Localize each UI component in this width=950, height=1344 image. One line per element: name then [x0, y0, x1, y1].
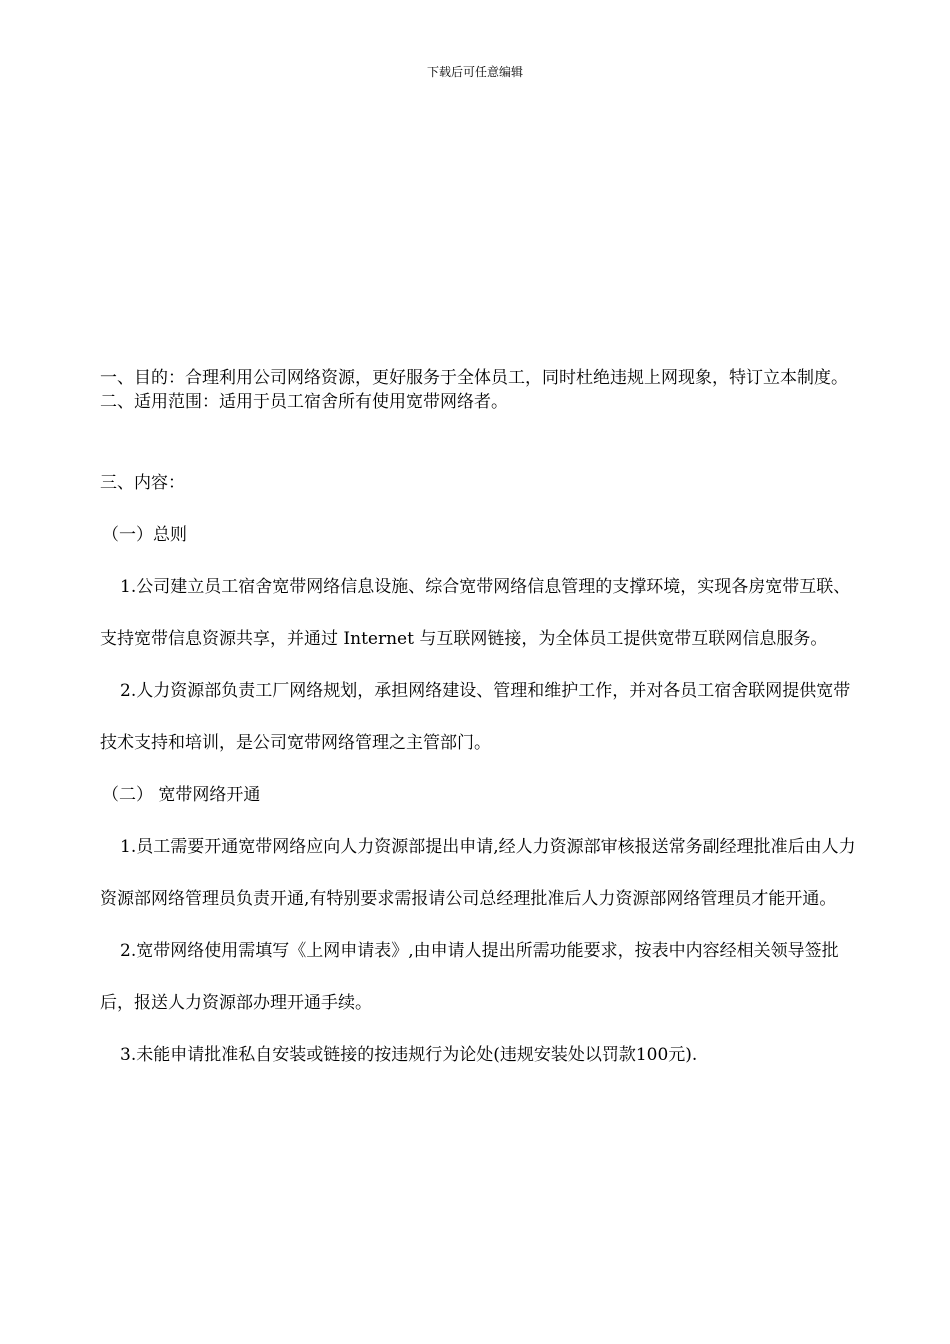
content-heading: 三、内容： — [100, 473, 185, 493]
broadband-item-2: 2.宽带网络使用需填写《上网申请表》,由申请人提出所需功能要求，按表中内容经相关领导签批后，报送人力资源部办理开通手续。 — [100, 941, 839, 1013]
broadband-item-1: 1.员工需要开通宽带网络应向人力资源部提出申请,经人力资源部审核报送常务副经理批准后由人力资源部网络管理员负责开通,有特别要求需报请公司总经理批准后人力资源部网络管理员才能开通。 — [100, 837, 856, 909]
general-item-1: 1.公司建立员工宿舍宽带网络信息设施、综合宽带网络信息管理的支撑环境，实现各房宽带互联、支持宽带信息资源共享，并通过 Internet 与互联网链接，为全体员工提供宽带互联网信息服务。 — [100, 577, 851, 649]
section-broadband-title: （二） 宽带网络开通 — [102, 785, 261, 805]
page-header-note: 下载后可任意编辑 — [426, 65, 523, 79]
scope-paragraph: 二、适用范围：适用于员工宿舍所有使用宽带网络者。 — [100, 392, 508, 412]
document-body — [100, 366, 860, 414]
document-body-main — [100, 457, 860, 1081]
purpose-paragraph: 一、目的：合理利用公司网络资源，更好服务于全体员工，同时杜绝违规上网现象，特订立本制度。 — [100, 368, 848, 388]
section-general-title: （一）总则 — [102, 525, 187, 545]
broadband-item-3: 3.未能申请批准私自安装或链接的按违规行为论处(违规安装处以罚款100元). — [120, 1045, 698, 1065]
general-item-2: 2.人力资源部负责工厂网络规划，承担网络建设、管理和维护工作，并对各员工宿舍联网提供宽带技术支持和培训，是公司宽带网络管理之主管部门。 — [100, 681, 851, 753]
